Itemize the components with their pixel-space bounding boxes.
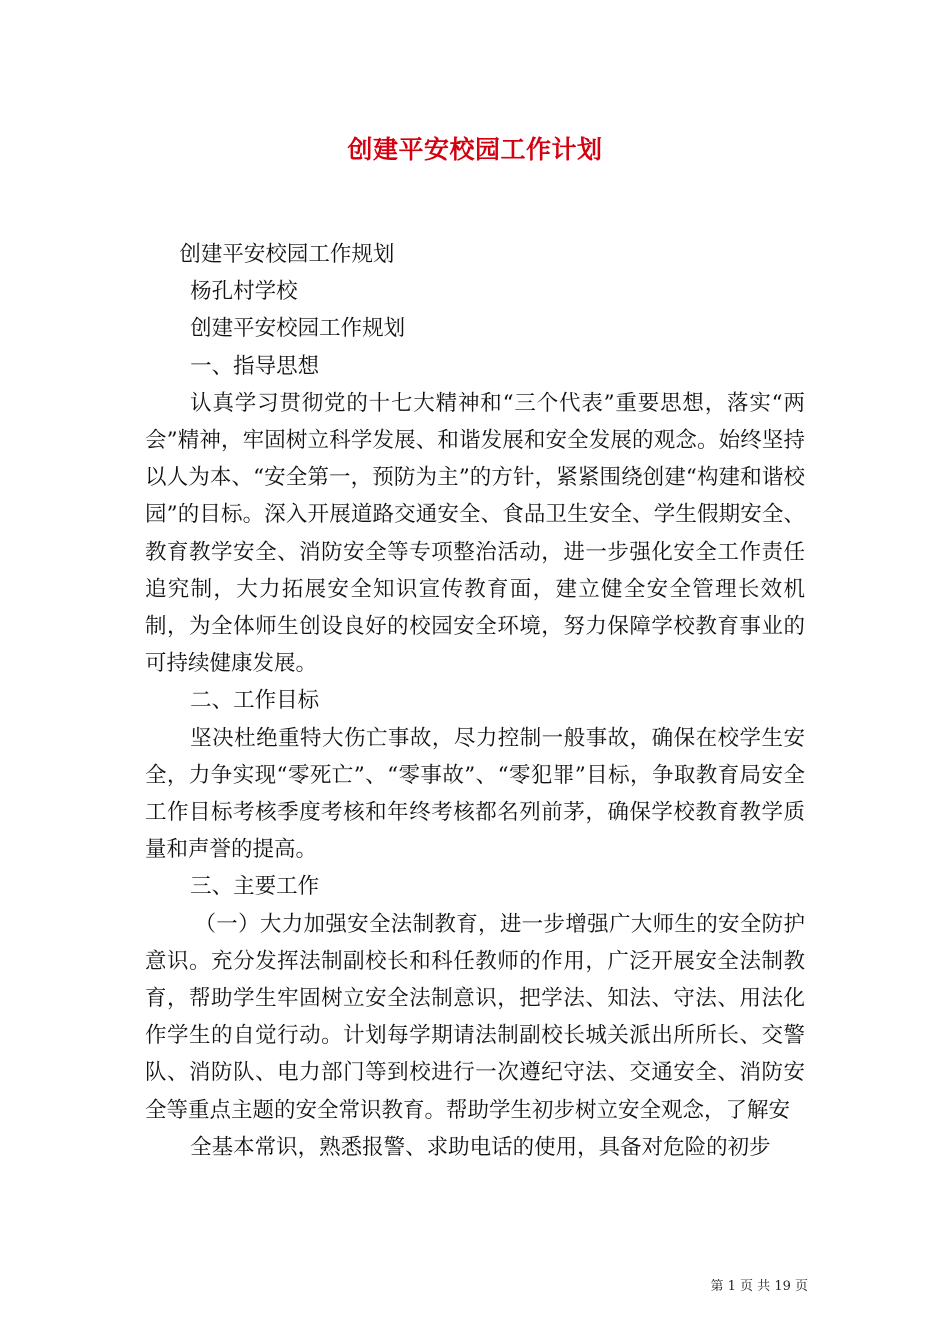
paragraph-plan-heading: 创建平安校园工作规划 [179, 242, 395, 267]
page-number-footer: 第 1 页 共 19 页 [710, 1279, 808, 1294]
section-heading-main-work: 三、主要工作 [190, 874, 320, 900]
section-heading-work-goals: 二、工作目标 [190, 688, 320, 714]
paragraph-school-name: 杨孔村学校 [190, 279, 298, 305]
paragraph-plan-subheading: 创建平安校园工作规划 [190, 316, 406, 342]
document-title: 创建平安校园工作计划 [347, 135, 603, 164]
section-heading-guiding-thought: 一、指导思想 [190, 353, 320, 379]
paragraph-work-goals: 坚决杜绝重特大伤亡事故，尽力控制一般事故，确保在校学生安全，力争实现“零死亡”、“零事故”、“零犯罪”目标，争取教育局安全工作目标考核季度考核和年终考核都名列前茅，确保学校教育教学质量和声誉的提高。 [145, 725, 805, 863]
document-body [145, 236, 805, 1166]
paragraph-main-work-1: （一）大力加强安全法制教育，进一步增强广大师生的安全防护意识。充分发挥法制副校长和科任教师的作用，广泛开展安全法制教育，帮助学生牢固树立安全法制意识，把学法、知法、守法、用法化作学生的自觉行动。计划每学期请法制副校长城关派出所所长、交警队、消防队、电力部门等到校进行一次遵纪守法、交通安全、消防安全等重点主题的安全常识教育。帮助学生初步树立安全观念，了解安 [145, 911, 805, 1123]
paragraph-guiding-thought: 认真学习贯彻党的十七大精神和“三个代表”重要思想，落实“两会”精神，牢固树立科学发展、和谐发展和安全发展的观念。始终坚持以人为本、“安全第一，预防为主”的方针，紧紧围绕创建“构建和谐校园”的目标。深入开展道路交通安全、食品卫生安全、学生假期安全、教育教学安全、消防安全等专项整治活动，进一步强化安全工作责任追究制，大力拓展安全知识宣传教育面，建立健全安全管理长效机制，为全体师生创设良好的校园安全环境，努力保障学校教育事业的可持续健康发展。 [145, 390, 805, 677]
paragraph-main-work-continued: 全基本常识，熟悉报警、求助电话的使用，具备对危险的初步 [190, 1134, 771, 1160]
